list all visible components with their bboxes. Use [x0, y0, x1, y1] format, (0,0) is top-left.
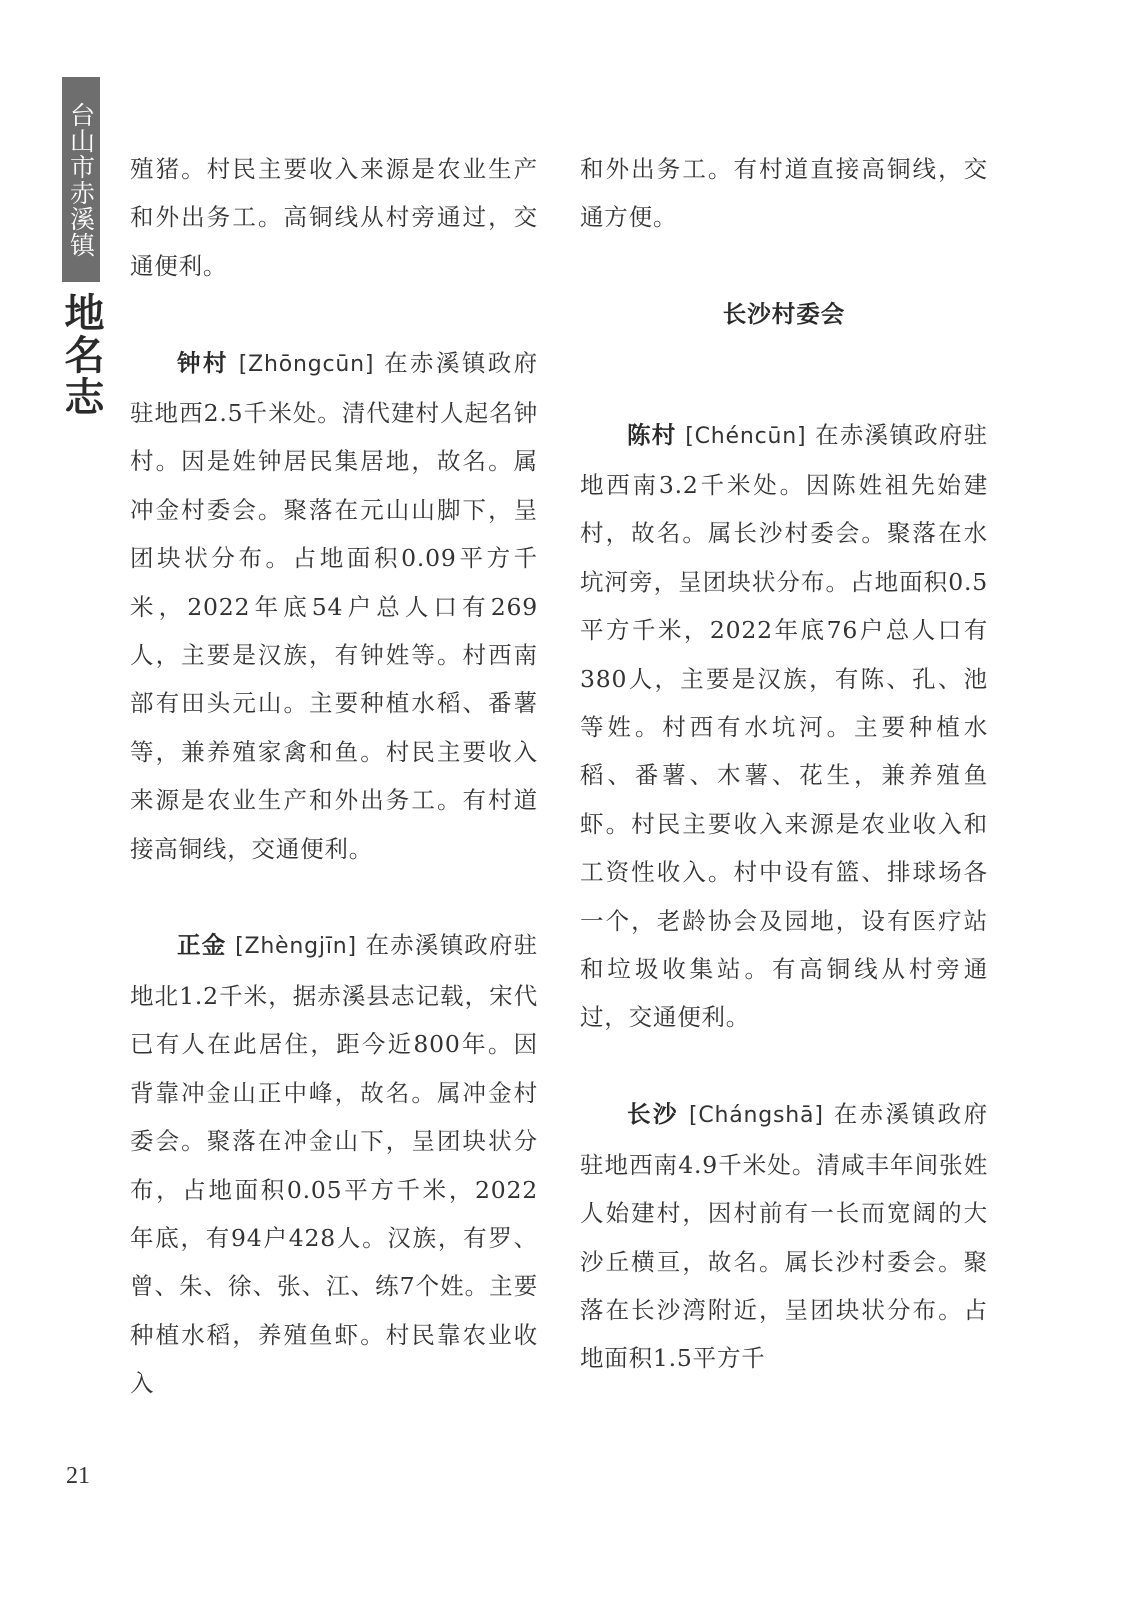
left-column: [130, 145, 538, 1408]
entry-pinyin: [Chángshā]: [688, 1103, 824, 1129]
entry-zhengjin: [130, 921, 538, 1407]
continuation-paragraph: 殖猪。村民主要收入来源是农业生产和外出务工。高铜线从村旁通过，交通便利。: [130, 155, 538, 280]
entry-zhongcun: [130, 339, 538, 873]
continuation-paragraph: 和外出务工。有村道直接高铜线，交通方便。: [580, 155, 988, 232]
entry-text: 在赤溪镇政府驻地西南4.9千米处。清咸丰年间张姓人始建村，因村前有一长而宽阔的大沙丘横亘，故名。属长沙村委会。聚落在长沙湾附近，呈团块状分布。占地面积1.5平方千: [580, 1100, 988, 1373]
entry-pinyin: [Chéncūn]: [685, 423, 807, 449]
entry-pinyin: [Zhōngcūn]: [238, 351, 375, 377]
entry-text: 在赤溪镇政府驻地北1.2千米，据赤溪县志记载，宋代已有人在此居住，距今近800年。因背靠冲金山正中峰，故名。属冲金村委会。聚落在冲金山下，呈团块状分布，占地面积0.05平方千米，2022年底，有94户428人。汉族，有罗、曾、朱、徐、张、江、练7个姓。主要种植水稻，养殖鱼虾。村民靠农业收入: [130, 931, 538, 1398]
entry-name: 长沙: [627, 1100, 679, 1129]
chapter-tab: [62, 77, 100, 282]
entry-name: 正金: [177, 931, 227, 960]
entry-changsha: [580, 1090, 988, 1382]
entry-text: 在赤溪镇政府驻地西南3.2千米处。因陈姓祖先始建村，故名。属长沙村委会。聚落在水坑河旁，呈团块状分布。占地面积0.5平方千米，2022年底76户总人口有380人，主要是汉族，有陈、孔、池等姓。村西有水坑河。主要种植水稻、番薯、木薯、花生，兼养殖鱼虾。村民主要收入来源是农业收入和工资性收入。村中设有篮、排球场各一个，老龄协会及园地，设有医疗站和垃圾收集站。有高铜线从村旁通过，交通便利。: [580, 420, 988, 1032]
right-column: [580, 145, 988, 1383]
entry-name: 钟村: [177, 348, 229, 377]
section-heading: 长沙村委会: [722, 300, 846, 329]
page-number: 21: [66, 1463, 90, 1489]
book-title: 地名志: [58, 292, 104, 418]
entry-chencun: [580, 411, 988, 1042]
entry-text: 在赤溪镇政府驻地西2.5千米处。清代建村人起名钟村。因是姓钟居民集居地，故名。属冲金村委会。聚落在元山山脚下，呈团块状分布。占地面积0.09平方千米，2022年底54户总人口有269人，主要是汉族，有钟姓等。村西南部有田头元山。主要种植水稻、番薯等，兼养殖家禽和鱼。村民主要收入来源是农业生产和外出务工。有村道接高铜线，交通便利。: [130, 348, 538, 863]
entry-pinyin: [Zhèngjīn]: [235, 934, 357, 960]
chapter-tab-label: 台山市赤溪镇: [66, 101, 96, 258]
entry-name: 陈村: [627, 420, 677, 449]
